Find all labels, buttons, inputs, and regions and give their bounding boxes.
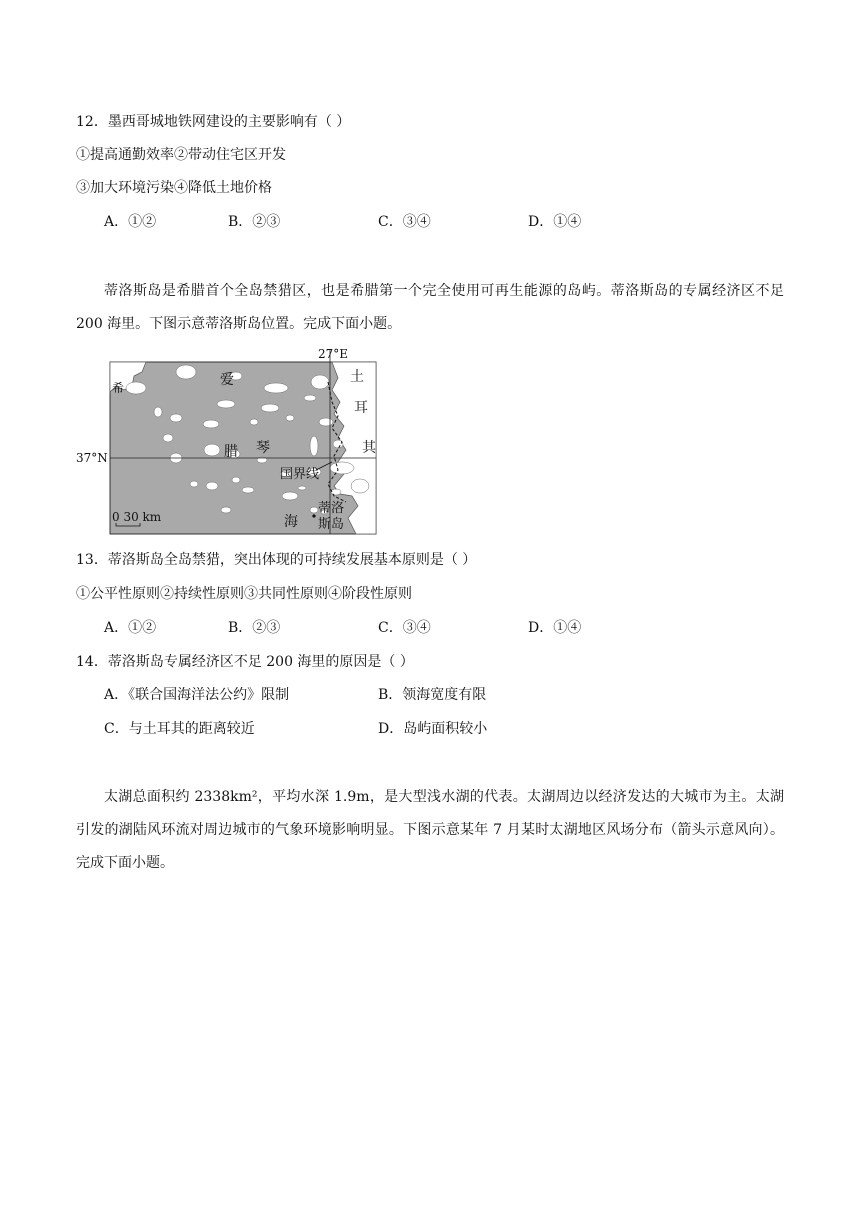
tilos-location-map — [76, 346, 380, 536]
q14-option-b: B．领海宽度有限 — [378, 687, 487, 703]
q13-stem: 13．蒂洛斯岛全岛禁猎，突出体现的可持续发展基本原则是（ ） — [76, 552, 477, 568]
q12-statement-2: ③加大环境污染④降低土地价格 — [76, 180, 272, 196]
q12-option-a: A．①② — [104, 214, 157, 230]
label-hai: 海 — [284, 514, 298, 530]
q13-option-a: A．①② — [104, 620, 157, 636]
tilos-marker — [312, 514, 315, 517]
passage-taihu: 太湖总面积约 2338km²，平均水深 1.9m，是大型浅水湖的代表。太湖周边以经济发达的大城市为主。太湖引发的湖陆风环流对周边城市的气象环境影响明显。下图示意某年 7 月某时太湖地区风场分布（箭头示意风向）。完成下面小题。 — [76, 789, 784, 871]
q12-option-c: C．③④ — [378, 214, 431, 230]
scale-label: 0 30 km — [112, 510, 162, 524]
q12-option-b: B．②③ — [228, 214, 281, 230]
label-qi: 其 — [362, 440, 376, 456]
lon-label: 27°E — [318, 347, 349, 361]
label-er: 耳 — [354, 400, 368, 416]
q13-option-b: B．②③ — [228, 620, 281, 636]
label-tu: 土 — [350, 369, 364, 385]
map-svg — [76, 346, 380, 536]
lat-label: 37°N — [76, 451, 108, 465]
q12-statement-1: ①提高通勤效率②带动住宅区开发 — [76, 147, 286, 163]
q14-option-d: D．岛屿面积较小 — [378, 721, 488, 737]
q14-stem: 14．蒂洛斯岛专属经济区不足 200 海里的原因是（ ） — [76, 654, 414, 670]
q13-statements: ①公平性原则②持续性原则③共同性原则④阶段性原则 — [76, 586, 412, 602]
q13-option-c: C．③④ — [378, 620, 431, 636]
label-border: 国界线 — [280, 467, 320, 482]
q13-option-d: D．①④ — [528, 620, 582, 636]
passage-tilos: 蒂洛斯岛是希腊首个全岛禁猎区，也是希腊第一个完全使用可再生能源的岛屿。蒂洛斯岛的专属经济区不足 200 海里。下图示意蒂洛斯岛位置。完成下面小题。 — [76, 283, 784, 332]
q14-option-a: A．《联合国海洋法公约》限制 — [104, 687, 290, 703]
label-tilos-2: 斯岛 — [318, 517, 345, 532]
label-xi: 希 — [112, 381, 125, 395]
label-ai: 爱 — [220, 372, 234, 388]
label-tilos-1: 蒂洛 — [318, 501, 345, 516]
label-qin: 琴 — [256, 440, 270, 456]
q12-stem: 12．墨西哥城地铁网建设的主要影响有（ ） — [76, 114, 351, 130]
label-la: 腊 — [224, 444, 238, 460]
q12-option-d: D．①④ — [528, 214, 582, 230]
q14-option-c: C．与土耳其的距离较近 — [104, 721, 255, 737]
